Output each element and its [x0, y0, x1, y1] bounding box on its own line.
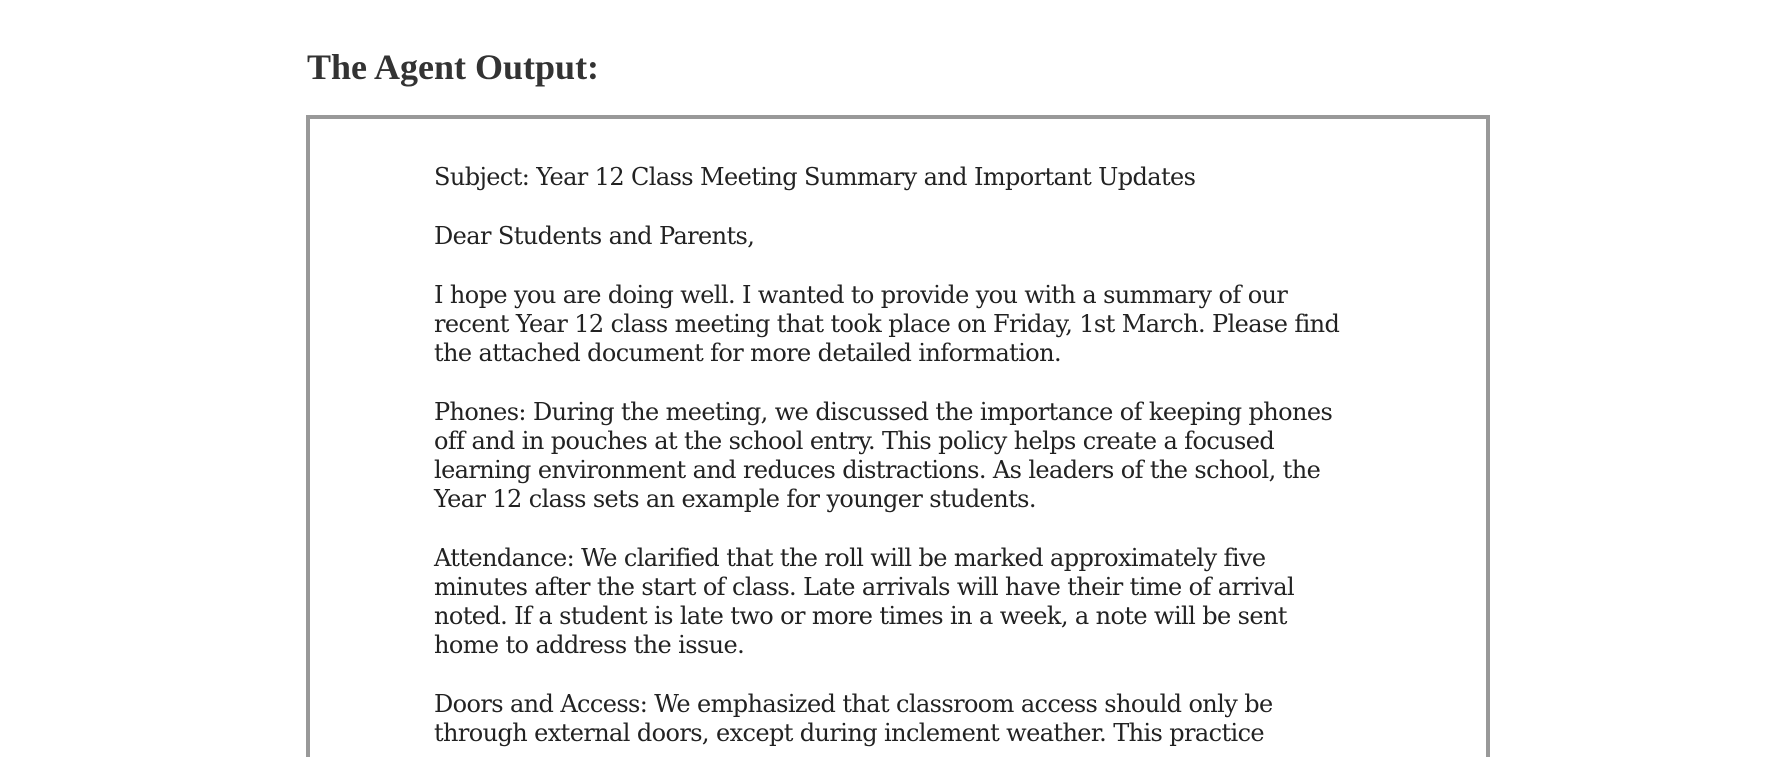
- email-subject: Subject: Year 12 Class Meeting Summary and Important Updates: [434, 163, 1196, 191]
- page-heading: The Agent Output:: [307, 47, 600, 87]
- email-attendance-paragraph: Attendance: We clarified that the roll will be marked approximately five minutes after the start of class. Late arrivals will have their time of arrival noted. If a student is late two or more times in a week, a note will be sent home to address the issue.: [434, 544, 1295, 659]
- email-body: [434, 163, 1394, 757]
- email-greeting: Dear Students and Parents,: [434, 222, 755, 250]
- email-intro-paragraph: I hope you are doing well. I wanted to provide you with a summary of our recent Year 12 class meeting that took place on Friday, 1st March. Please find the attached document for more detailed information.: [434, 281, 1340, 367]
- email-doors-paragraph: Doors and Access: We emphasized that classroom access should only be through external doors, except during inclement weather. This practice: [434, 690, 1273, 747]
- email-phones-paragraph: Phones: During the meeting, we discussed the importance of keeping phones off and in pouches at the school entry. This policy helps create a focused learning environment and reduces distractions. As leaders of the school, the Year 12 class sets an example for younger students.: [434, 398, 1333, 513]
- agent-output-box: [306, 115, 1490, 757]
